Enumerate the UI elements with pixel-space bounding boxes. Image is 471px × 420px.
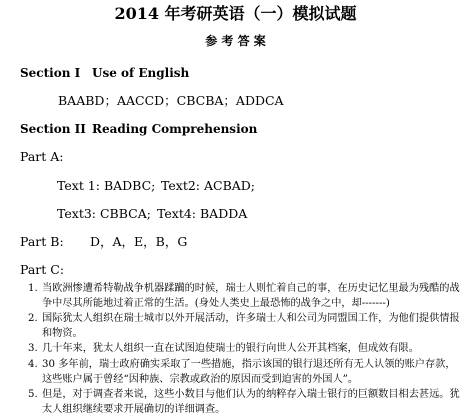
list-item-text: 几十年来，犹太人组织一直在试图迫使瑞士的银行向世人公开其档案，但成效有限。 [42,343,419,355]
list-item-number: 5. [28,389,38,401]
part-b-answers: D，A，E，B，G [90,234,188,249]
text-1-answers: Text 1: BADBC; [57,178,156,193]
list-item [28,342,464,357]
list-item-text: 国际犹太人组织在瑞士城市以外开展活动，许多瑞士人和公司为同盟国工作，为他们提供情报和物资。 [42,313,460,339]
part-c-label: Part C: [20,262,65,277]
list-item [28,388,464,417]
text-3-answers: Text3: CBBCA; [57,206,151,221]
part-c-list [28,282,464,418]
part-a-label: Part A: [20,149,64,164]
list-item-number: 2. [28,313,38,325]
list-item-number: 3. [28,343,38,355]
list-item-number: 4. [28,358,38,370]
list-item-text: 30 多年前，瑞士政府确实采取了一些措施，指示该国的银行退还所有无人认领的账户存款，这些账户属于曾经“因种族、宗教或政治的原因而受到迫害的外国人”。 [42,358,456,385]
text-4-answers: Text4: BADDA [157,206,248,221]
section-2-heading [20,121,257,137]
section-1-answers: BAABD；AACCD；CBCBA；ADDCA [58,93,284,108]
page-subtitle: 参 考 答 案 [205,34,266,48]
page-title: 2014 年考研英语（一）模拟试题 [114,4,357,23]
list-item-number: 1. [28,283,38,294]
section-1-title: Use of English [92,66,190,80]
list-item [28,312,464,341]
section-2-title: Reading Comprehension [92,122,258,136]
section-1-heading [20,65,189,81]
section-1-name: Section I [20,66,81,80]
list-item [28,282,464,311]
list-item [28,358,464,387]
text-2-answers: Text2: ACBAD; [161,178,256,193]
list-item-text: 当欧洲惨遭希特勒战争机器蹂躏的时候，瑞士人则忙着自己的事，在历史记忆里最为残酷的战争中尽其所能地过着正常的生活。(身处人类史上最恐怖的战争之中，却-------) [42,283,460,309]
section-2-name: Section II [20,122,86,136]
part-b-label: Part B: [20,234,64,249]
list-item-text: 但是，对于调查者来说，这些小数目与他们认为的纳粹存入瑞士银行的巨额数目相去甚远。犹太人组织继续要求开展确切的详细调查。 [42,389,460,415]
